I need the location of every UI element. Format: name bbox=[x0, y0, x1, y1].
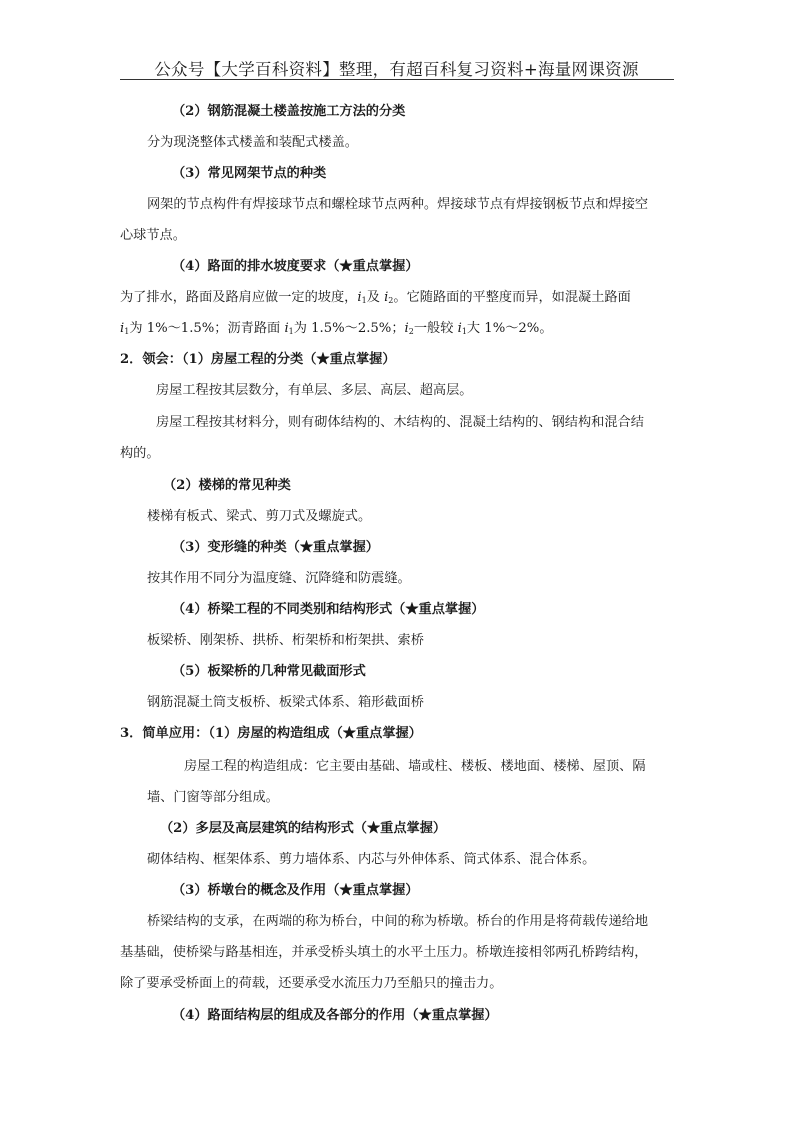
text-bridge-types: 板梁桥、刚架桥、拱桥、桁架桥和桁架拱、索桥 bbox=[147, 633, 424, 648]
text-beam-bridge-sections: 钢筋混凝土筒支板桥、板梁式体系、箱形截面桥 bbox=[147, 695, 424, 710]
heading-stair-types: （2）楼梯的常见种类 bbox=[163, 478, 291, 493]
heading-grid-joints: （3）常见网架节点的种类 bbox=[172, 166, 327, 181]
heading-comprehension: 2．领会：（1）房屋工程的分类（★重点掌握） bbox=[120, 352, 396, 367]
text-floor-types: 分为现浇整体式楼盖和装配式楼盖。 bbox=[147, 135, 358, 150]
text-building-by-material-1: 房屋工程按其材料分，则有砌体结构的、木结构的、混凝土结构的、钢结构和混合结 bbox=[156, 415, 644, 430]
heading-drainage-slope: （4）路面的排水坡度要求（★重点掌握） bbox=[172, 259, 419, 274]
text-stair-types: 楼梯有板式、梁式、剪刀式及螺旋式。 bbox=[147, 509, 372, 524]
heading-floor-construction-method: （2）钢筋混凝土楼盖按施工方法的分类 bbox=[172, 104, 406, 119]
heading-pavement-layers: （4）路面结构层的组成及各部分的作用（★重点掌握） bbox=[172, 1008, 498, 1023]
text-expansion-joints: 按其作用不同分为温度缝、沉降缝和防震缝。 bbox=[147, 571, 411, 586]
text-building-composition-1: 房屋工程的构造组成：它主要由基础、墙或柱、楼板、楼地面、楼梯、屋顶、隔 bbox=[184, 759, 646, 774]
text-building-composition-2: 墙、门窗等部分组成。 bbox=[147, 790, 279, 805]
heading-simple-application: 3．简单应用：（1）房屋的构造组成（★重点掌握） bbox=[120, 726, 422, 741]
page-header: 公众号【大学百科资料】整理，有超百科复习资料+海量网课资源 bbox=[154, 60, 639, 79]
heading-pier-abutment: （3）桥墩台的概念及作用（★重点掌握） bbox=[172, 883, 419, 898]
text-pier-abutment-3: 除了要承受桥面上的荷载，还要承受水流压力乃至船只的撞击力。 bbox=[120, 976, 503, 991]
heading-bridge-types: （4）桥梁工程的不同类别和结构形式（★重点掌握） bbox=[172, 602, 485, 617]
heading-expansion-joints: （3）变形缝的种类（★重点掌握） bbox=[172, 540, 379, 555]
heading-highrise-structures: （2）多层及高层建筑的结构形式（★重点掌握） bbox=[160, 821, 447, 836]
text-highrise-structures: 砌体结构、框架体系、剪力墙体系、内芯与外伸体系、筒式体系、混合体系。 bbox=[147, 852, 596, 867]
text-grid-joints-1: 网架的节点构件有焊接球节点和螺栓球节点两种。焊接球节点有焊接钢板节点和焊接空 bbox=[147, 197, 649, 212]
text-drainage-slope-2: $i_1$为 1%～1.5%；沥青路面 $i_1$为 1.5%～2.5%；$i_2$一般较 $i_1$大 1%～2%。 bbox=[120, 321, 553, 336]
text-building-by-storeys: 房屋工程按其层数分，有单层、多层、高层、超高层。 bbox=[156, 383, 473, 398]
text-drainage-slope-1: 为了排水，路面及路肩应做一定的坡度，$i_1$及 $i_2$。它随路面的平整度而异，如混凝土路面 bbox=[120, 290, 631, 305]
text-building-by-material-2: 构的。 bbox=[120, 446, 160, 461]
text-grid-joints-2: 心球节点。 bbox=[120, 228, 186, 243]
heading-beam-bridge-sections: （5）板梁桥的几种常见截面形式 bbox=[172, 664, 366, 679]
text-pier-abutment-2: 基基础，使桥梁与路基相连，并承受桥头填土的水平土压力。桥墩连接相邻两孔桥跨结构， bbox=[120, 945, 648, 960]
text-pier-abutment-1: 桥梁结构的支承，在两端的称为桥台，中间的称为桥墩。桥台的作用是将荷载传递给地 bbox=[147, 914, 649, 929]
header-rule bbox=[120, 79, 674, 80]
